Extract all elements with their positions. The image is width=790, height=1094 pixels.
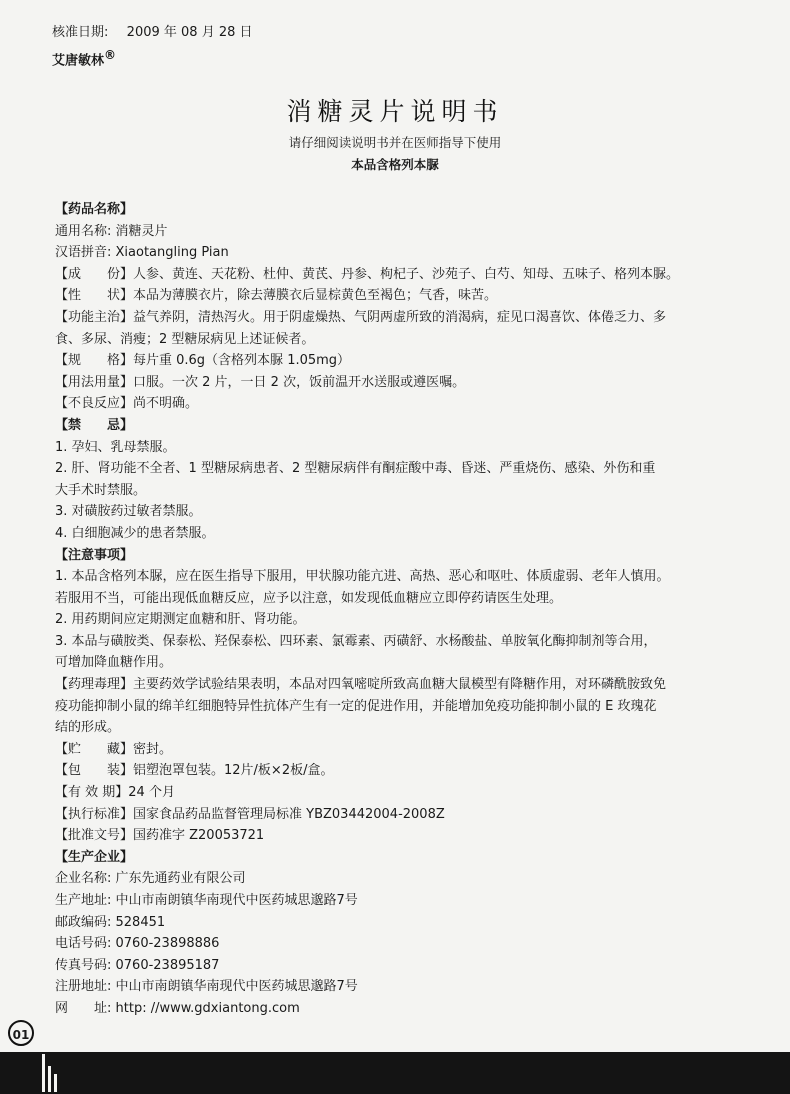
pinyin-line: 汉语拼音: Xiaotangling Pian	[55, 245, 229, 261]
approval-number-line: 【批准文号】国药准字 Z20053721	[55, 828, 265, 844]
section-heading-precautions: 【注意事项】	[55, 547, 134, 563]
pharmacology-line-2: 疫功能抑制小鼠的绵羊红细胞特异性抗体产生有一定的促进作用，并能增加免疫功能抑制小鼠的 E 玫瑰花	[55, 698, 657, 714]
adverse-reactions-line: 【不良反应】尚不明确。	[55, 396, 199, 412]
company-name-line: 企业名称: 广东先通药业有限公司	[55, 871, 246, 887]
indications-line-1: 【功能主治】益气养阴，清热泻火。用于阴虚燥热、气阴两虚所致的消渴病，症见口渴喜饮、体倦乏力、多	[55, 309, 667, 325]
website-line: 网 址: http: //www.gdxiantong.com	[55, 1000, 300, 1016]
contraindication-item: 3. 对磺胺药过敏者禁服。	[55, 504, 202, 520]
contraindication-item-cont: 大手术时禁服。	[55, 482, 147, 498]
approval-label: 核准日期:	[52, 25, 109, 40]
bar-notch	[42, 1054, 45, 1092]
precaution-item: 1. 本品含格列本脲，应在医生指导下服用，甲状腺功能亢进、高热、恶心和呕吐、体质虚弱、老年人慎用。	[55, 569, 670, 585]
document-title: 消糖灵片说明书	[286, 97, 504, 126]
leaflet-body	[55, 199, 745, 1020]
precaution-item-cont: 若服用不当，可能出现低血糖反应，应予以注意，如发现低血糖应立即停药请医生处理。	[55, 590, 563, 606]
specification-line: 【规 格】每片重 0.6g（含格列本脲 1.05mg）	[55, 353, 351, 369]
bar-notch	[54, 1074, 57, 1092]
approval-date-row	[52, 22, 253, 44]
precaution-item-cont: 可增加降血糖作用。	[55, 655, 173, 671]
contraindication-item: 4. 白细胞减少的患者禁服。	[55, 525, 215, 541]
fax-line: 传真号码: 0760-23895187	[55, 957, 220, 973]
shelf-life-line: 【有 效 期】24 个月	[55, 785, 175, 801]
section-heading-contraindications: 【禁 忌】	[55, 417, 134, 433]
storage-line: 【贮 藏】密封。	[55, 741, 173, 757]
brand-row	[52, 44, 253, 72]
precaution-item: 2. 用药期间应定期测定血糖和肝、肾功能。	[55, 612, 306, 628]
ingredients-line: 【成 份】人参、黄连、天花粉、杜仲、黄芪、丹参、枸杞子、沙苑子、白芍、知母、五味子、格列本脲。	[55, 266, 680, 282]
bottom-black-bar	[0, 1052, 790, 1094]
reading-instruction: 请仔细阅读说明书并在医师指导下使用	[288, 135, 502, 150]
pharmacology-line-3: 结的形成。	[55, 720, 121, 736]
standard-line: 【执行标准】国家食品药品监督管理局标准 YBZ03442004-2008Z	[55, 806, 445, 822]
postal-code-line: 邮政编码: 528451	[55, 914, 166, 930]
indications-line-2: 食、多尿、消瘦；2 型糖尿病见上述证候者。	[55, 331, 315, 347]
precaution-item: 3. 本品与磺胺类、保泰松、羟保泰松、四环素、氯霉素、丙磺舒、水杨酸盐、单胺氧化酶抑制剂等合用，	[55, 633, 657, 649]
header-meta	[52, 22, 253, 72]
contraindication-item: 1. 孕妇、乳母禁服。	[55, 439, 176, 455]
section-heading-manufacturer: 【生产企业】	[55, 849, 134, 865]
production-address-line: 生产地址: 中山市南朗镇华南现代中医药城思邈路7号	[55, 893, 358, 908]
ingredient-notice: 本品含格列本脲	[351, 157, 439, 172]
pharmacology-line-1: 【药理毒理】主要药效学试验结果表明，本品对四氧嘧啶所致高血糖大鼠模型有降糖作用，对环磷酰胺致免	[55, 677, 667, 693]
section-heading-drug-name: 【药品名称】	[55, 202, 134, 217]
brand-name: 艾唐敏林	[52, 53, 105, 69]
common-name-line: 通用名称: 消糖灵片	[55, 223, 168, 239]
contraindication-item: 2. 肝、肾功能不全者、1 型糖尿病患者、2 型糖尿病伴有酮症酸中毒、昏迷、严重烧伤、感染、外伤和重	[55, 461, 656, 477]
dosage-line: 【用法用量】口服。一次 2 片，一日 2 次，饭前温开水送服或遵医嘱。	[55, 374, 466, 390]
phone-line: 电话号码: 0760-23898886	[55, 936, 220, 952]
page-number-badge: 01	[8, 1020, 34, 1046]
appearance-line: 【性 状】本品为薄膜衣片，除去薄膜衣后显棕黄色至褐色；气香，味苦。	[55, 288, 498, 304]
bar-notch	[48, 1066, 51, 1092]
package-line: 【包 装】铝塑泡罩包装。12片/板×2板/盒。	[55, 763, 334, 779]
registered-mark: ®	[104, 48, 117, 62]
approval-date: 2009 年 08 月 28 日	[126, 25, 253, 40]
registered-address-line: 注册地址: 中山市南朗镇华南现代中医药城思邈路7号	[55, 979, 358, 995]
